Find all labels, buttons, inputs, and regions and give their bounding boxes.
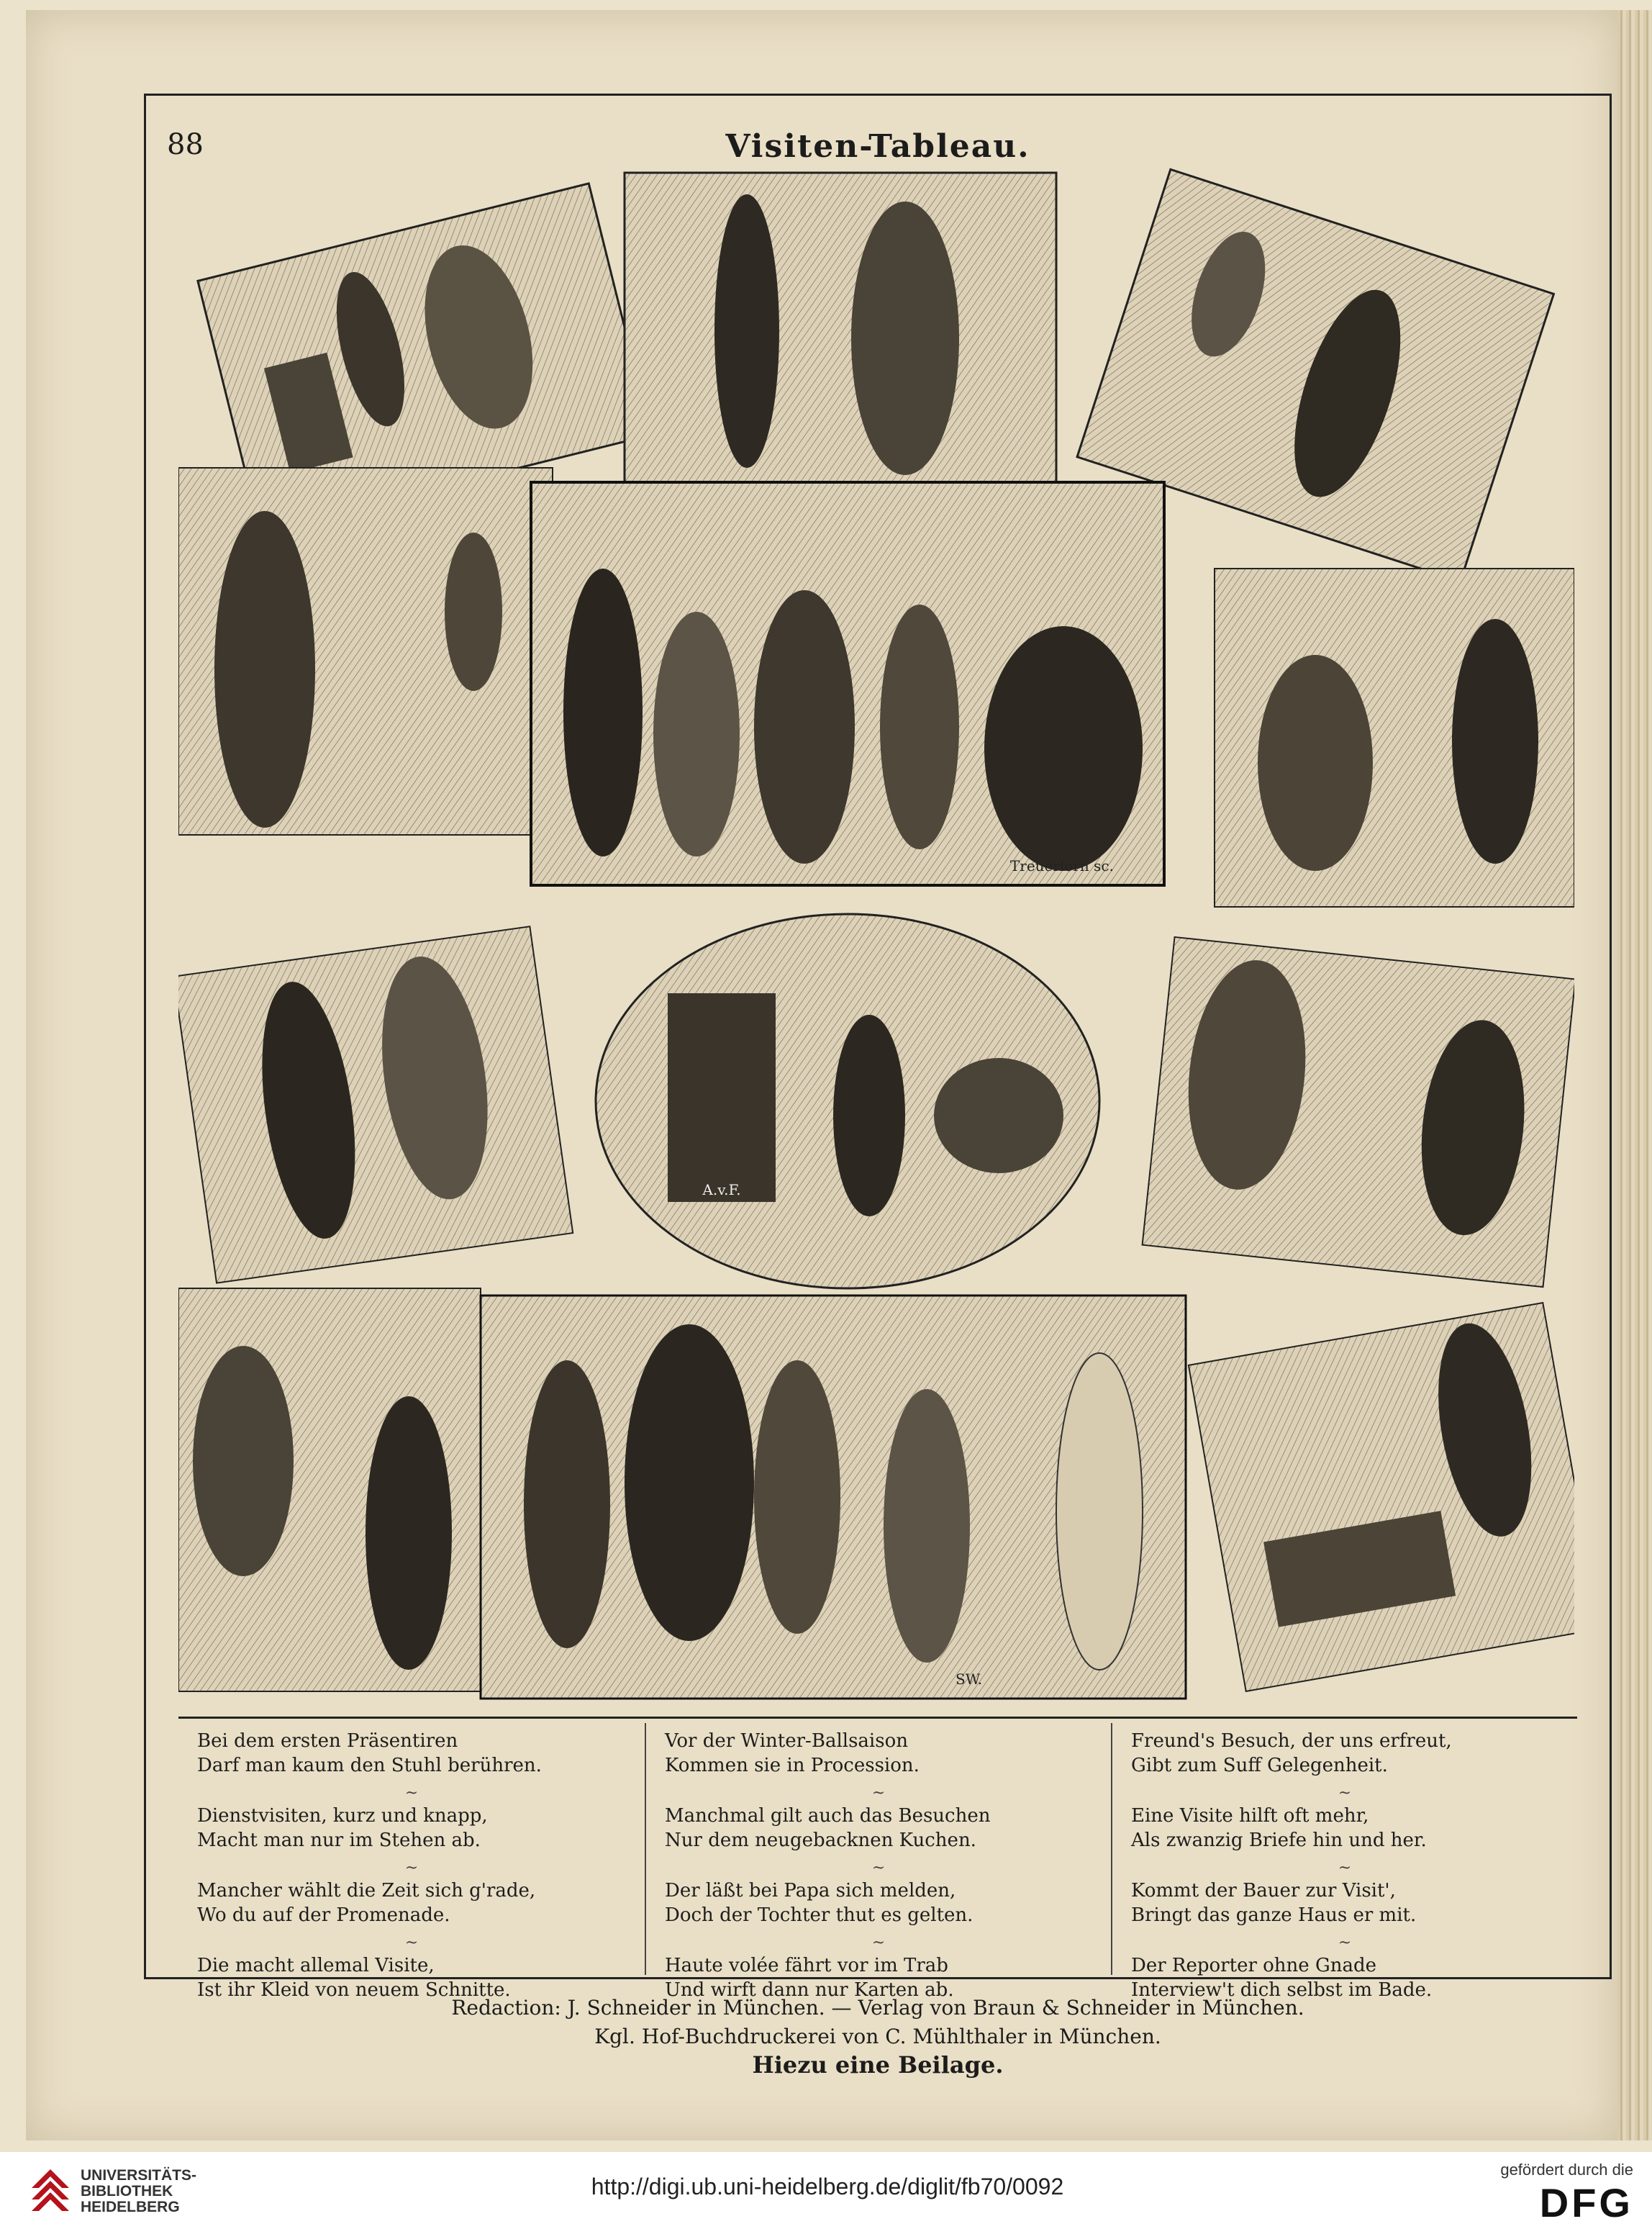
verse-line: Haute volée fährt vor im Trab: [665, 1955, 948, 1976]
panel-cake-visit: [1215, 569, 1574, 907]
signature-carriage: A.v.F.: [702, 1181, 741, 1198]
ornament-divider: ~: [1338, 1784, 1352, 1802]
imprint-printer: Kgl. Hof-Buchdruckerei von C. Mühlthaler in München.: [594, 2025, 1161, 2048]
panel-letters: [178, 1288, 481, 1691]
verse-line: Bei dem ersten Präsentiren: [197, 1730, 458, 1752]
stanza: [1131, 1804, 1558, 1853]
panel-reporter-bath: [1189, 1303, 1574, 1691]
ornament-divider: ~: [1338, 1859, 1352, 1877]
verse-line: Nur dem neugebacknen Kuchen.: [665, 1830, 976, 1851]
verse-line: Die macht allemal Visite,: [197, 1955, 435, 1976]
verse-line: Kommen sie in Procession.: [665, 1755, 920, 1776]
verse-line: Wo du auf der Promenade.: [197, 1904, 450, 1926]
stanza: [665, 1878, 1092, 1927]
panel-carriage: [596, 914, 1099, 1288]
verse-line: Eine Visite hilft oft mehr,: [1131, 1805, 1369, 1827]
stanza: [197, 1729, 626, 1778]
permalink-url[interactable]: http://digi.ub.uni-heidelberg.de/diglit/fb70/0092: [591, 2174, 1064, 2199]
verse-line: Der Reporter ohne Gnade: [1131, 1955, 1376, 1976]
ornament-divider: ~: [404, 1784, 419, 1802]
verse-line: Ist ihr Kleid von neuem Schnitte.: [197, 1979, 511, 2001]
stanza: [665, 1804, 1092, 1853]
signature-center: Treuerlorn sc.: [1009, 857, 1114, 874]
imprint-editorial: Redaction: J. Schneider in München. — Verlag von Braun & Schneider in München.: [451, 1996, 1304, 2020]
stanza: [1131, 1878, 1558, 1927]
verse-line: Mancher wählt die Zeit sich g'rade,: [197, 1880, 536, 1902]
signature-bottom: SW.: [956, 1670, 983, 1688]
panel-farmer-family: [481, 1296, 1186, 1699]
library-name-line: HEIDELBERG: [81, 2199, 180, 2215]
ornament-divider: ~: [404, 1859, 419, 1877]
verse-line: Darf man kaum den Stuhl berühren.: [197, 1755, 542, 1776]
verse-line: Macht man nur im Stehen ab.: [197, 1830, 481, 1851]
library-name: [81, 2168, 196, 2215]
viewer-footer: [0, 2152, 1652, 2229]
panel-new-dress: [178, 468, 553, 835]
university-library-logo-icon: [29, 2166, 72, 2214]
ornament-divider: ~: [871, 1784, 886, 1802]
panel-drinking-friends: [1143, 937, 1574, 1287]
panel-papa-daughter: [178, 926, 573, 1283]
library-name-line: UNIVERSITÄTS-: [81, 2167, 197, 2184]
library-name-line: BIBLIOTHEK: [81, 2183, 173, 2199]
verse-column-2: [645, 1723, 1111, 2001]
funding-note: gefördert durch die: [1500, 2161, 1633, 2179]
verse-line: Interview't dich selbst im Bade.: [1131, 1979, 1433, 2001]
verse-line: Und wirft dann nur Karten ab.: [665, 1979, 954, 2001]
verse-line: Bringt das ganze Haus er mit.: [1131, 1904, 1417, 1926]
page-title: Visiten-Tableau.: [725, 128, 1030, 165]
ornament-divider: ~: [871, 1859, 886, 1877]
panel-service-visit: [625, 173, 1056, 482]
ornament-divider: ~: [404, 1934, 419, 1952]
imprint: [216, 1994, 1540, 2079]
verse-column-3: [1111, 1723, 1577, 2001]
verse-line: Vor der Winter-Ballsaison: [665, 1730, 908, 1752]
verse-line: Gibt zum Suff Gelegenheit.: [1131, 1755, 1388, 1776]
ornament-divider: ~: [1338, 1934, 1352, 1952]
verse-line: Der läßt bei Papa sich melden,: [665, 1880, 956, 1902]
stanza: [1131, 1729, 1558, 1778]
panel-procession: [531, 482, 1164, 885]
verse-line: Freund's Besuch, der uns erfreut,: [1131, 1730, 1452, 1752]
verse-line: Kommt der Bauer zur Visit',: [1131, 1880, 1396, 1902]
stanza: [197, 1878, 626, 1927]
verse-line: Doch der Tochter thut es gelten.: [665, 1904, 974, 1926]
stanza: [665, 1729, 1092, 1778]
verse-line: Manchmal gilt auch das Besuchen: [665, 1805, 991, 1827]
illustration-collage: [178, 166, 1574, 1706]
verse-line: Dienstvisiten, kurz und knapp,: [197, 1805, 488, 1827]
verse-line: Als zwanzig Briefe hin und her.: [1131, 1830, 1427, 1851]
ornament-divider: ~: [871, 1934, 886, 1952]
stanza: [197, 1804, 626, 1853]
page-stack-edge: [1617, 10, 1652, 2140]
verse-column-1: [178, 1723, 645, 2001]
dfg-logo: DFG: [1539, 2180, 1633, 2225]
imprint-supplement-note: Hiezu eine Beilage.: [752, 2051, 1004, 2079]
verse-captions: [178, 1717, 1577, 2001]
page-number: 88: [167, 128, 204, 161]
